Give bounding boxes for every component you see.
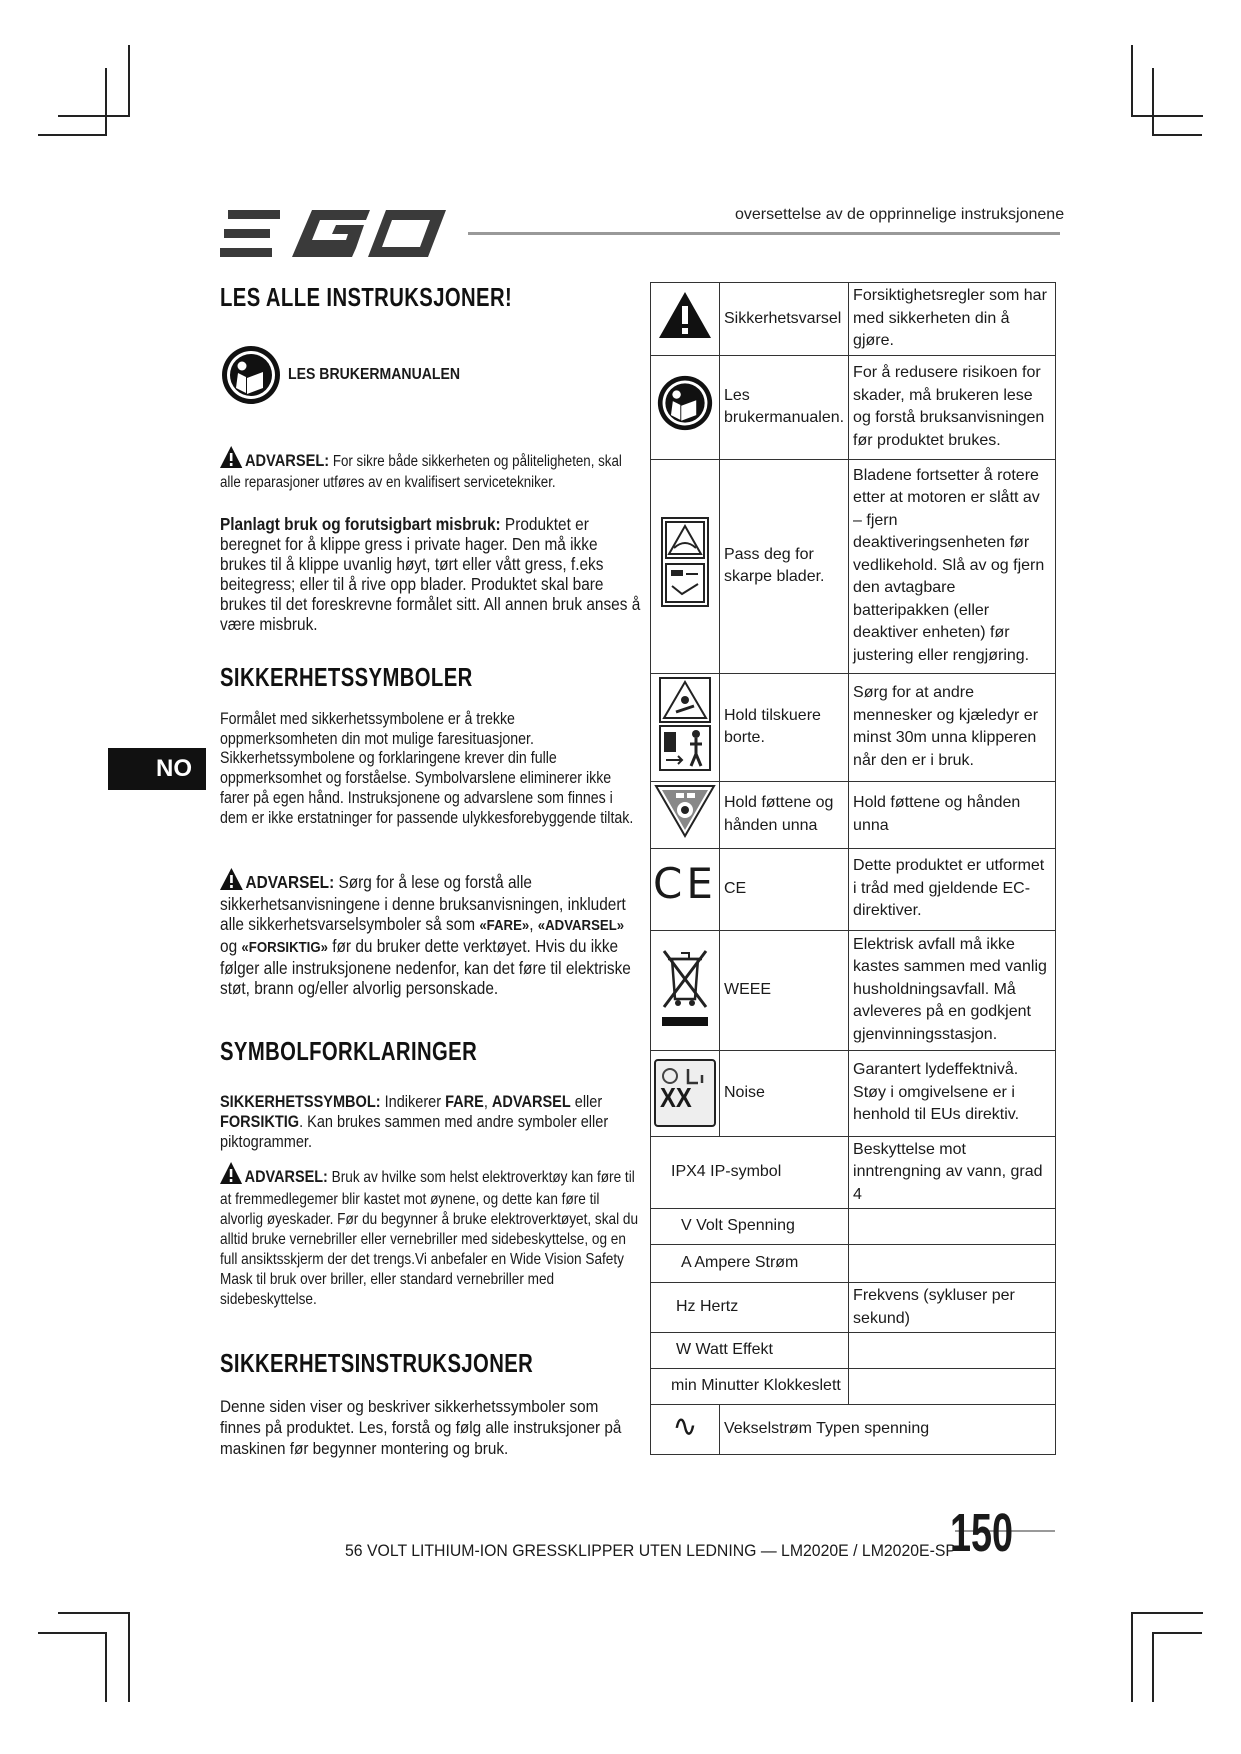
warning-text: og	[220, 936, 242, 956]
crop-mark	[105, 68, 107, 136]
heading-symbol-explanations: SYMBOLFORKLARINGER	[220, 1036, 478, 1066]
symbol-table	[650, 282, 1056, 1455]
ego-logo	[220, 202, 450, 264]
table-row	[651, 1283, 1056, 1333]
warning-text: Bruk av hvilke som helst elektroverktøy kan føre til at fremmedlegemer blir kastet mot øynene, og dette kan føre til alvorlig øyeskader. Før du begynner å bruke elektroverktøyet, skal du alltid bruke vernebriller eller vernebriller med sidebeskyttelse, og en full ansiktsskjerm der det trengs.Vi anbefaler en Wide Vision Safety Mask til bruk over briller, eller standard vernebriller med sidebeskyttelse.	[220, 1169, 639, 1308]
warning-repairs	[220, 446, 624, 492]
safety-instructions-paragraph: Denne siden viser og beskriver sikkerhetssymboler som finnes på produktet. Les, forstå og følg alle instruksjoner på maskinen før begynner montering og bruk.	[220, 1397, 622, 1458]
table-row	[651, 1050, 1056, 1136]
crop-mark	[1131, 1612, 1133, 1702]
table-desc-cell: Bladene fortsetter å rotere etter at motoren er slått av – fjern deaktiveringsenheten før vedlikehold. Slå av og fjern den avtagbare batteripakken (eller deaktiver enheten) før justering eller rengjøring.	[849, 459, 1056, 673]
read-manual-icon	[220, 344, 282, 406]
crop-mark	[58, 115, 130, 117]
table-desc-cell: Beskyttelse mot inntrengning av vann, grad 4	[849, 1136, 1056, 1209]
table-icon-cell	[651, 782, 720, 849]
table-desc-cell: Elektrisk avfall må ikke kastes sammen med vanlig husholdningsavfall. Må avleveres på en godkjent gjenvinningsstasjon.	[849, 930, 1056, 1050]
table-name-cell: Les brukermanualen.	[719, 355, 848, 459]
safety-symbol-definition	[220, 1092, 646, 1152]
table-name-cell: Vekselstrøm Typen spenning	[719, 1405, 1055, 1455]
read-manual-icon	[656, 374, 714, 432]
warning-text: For sikre både sikkerheten og påliteligheten, skal alle reparasjoner utføres av en kvalifisert servicetekniker.	[220, 453, 622, 491]
read-manual-label: LES BRUKERMANUALEN	[288, 366, 461, 383]
symbol-text: eller	[570, 1093, 603, 1111]
table-name-cell: CE	[719, 848, 848, 930]
warning-triangle-icon	[220, 446, 242, 473]
symbol-text: ,	[483, 1093, 492, 1111]
table-icon-cell	[651, 848, 720, 930]
forsiktig-keyword: «FORSIKTIG»	[241, 939, 328, 956]
table-desc-cell: Hold føttene og hånden unna	[849, 782, 1056, 849]
fare-keyword: «FARE»	[479, 917, 530, 934]
table-icon-cell	[651, 673, 720, 782]
table-row	[651, 930, 1056, 1050]
language-tab-label: NO	[156, 755, 192, 782]
bystanders-icon	[658, 676, 712, 772]
table-desc-cell	[849, 1209, 1056, 1245]
fare-keyword: FARE	[445, 1093, 484, 1111]
language-tab	[108, 748, 206, 790]
header-rule	[468, 232, 1060, 235]
table-name-cell: A Ampere Strøm	[651, 1245, 849, 1283]
crop-mark	[38, 134, 106, 136]
warning-triangle-icon	[657, 290, 713, 340]
crop-mark	[1152, 68, 1154, 136]
crop-mark	[58, 1612, 130, 1614]
table-desc-cell	[849, 1333, 1056, 1369]
page-number: 150	[950, 1503, 1014, 1563]
table-desc-cell: Garantert lydeffektnivå. Støy i omgivelsene er i henhold til EUs direktiv.	[849, 1050, 1056, 1136]
table-row	[651, 1245, 1056, 1283]
symbol-text: . Kan brukes sammen med andre symboler eller piktogrammer.	[220, 1113, 609, 1151]
header-subtitle: oversettelse av de opprinnelige instruksjonene	[735, 206, 1065, 223]
table-desc-cell	[849, 1369, 1056, 1405]
table-desc-cell: For å redusere risikoen for skader, må brukeren lese og forstå bruksanvisningen før produktet brukes.	[849, 355, 1056, 459]
table-name-cell: V Volt Spenning	[651, 1209, 849, 1245]
crop-mark	[105, 1632, 107, 1702]
crop-mark	[1152, 134, 1202, 136]
crop-mark	[1152, 1632, 1154, 1702]
ac-current-icon: ∿	[672, 1408, 698, 1444]
crop-mark	[128, 45, 130, 117]
table-icon-cell	[651, 355, 720, 459]
table-row	[651, 673, 1056, 782]
symbol-label: SIKKERHETSSYMBOL:	[220, 1093, 381, 1111]
table-name-cell: Pass deg for skarpe blader.	[719, 459, 848, 673]
warning-text: ,	[529, 914, 538, 934]
table-name-cell: WEEE	[719, 930, 848, 1050]
table-name-cell: Hold tilskuere borte.	[719, 673, 848, 782]
table-name-cell: min Minutter Klokkeslett	[651, 1369, 849, 1405]
sharp-blades-icon	[660, 516, 710, 608]
table-row	[651, 848, 1056, 930]
title-read-all: LES ALLE INSTRUKSJONER!	[220, 282, 513, 312]
table-name-cell: Sikkerhetsvarsel	[719, 283, 848, 356]
warning-label: ADVARSEL:	[245, 872, 335, 892]
table-desc-cell: Dette produktet er utformet i tråd med gjeldende EC-direktiver.	[849, 848, 1056, 930]
table-icon-cell	[651, 1050, 720, 1136]
intended-use-paragraph	[220, 514, 641, 634]
warning-triangle-icon	[220, 1162, 242, 1190]
table-name-cell: Hz Hertz	[651, 1283, 849, 1333]
table-name-cell: Noise	[719, 1050, 848, 1136]
crop-mark	[38, 1632, 106, 1634]
table-row	[651, 1209, 1056, 1245]
crop-mark	[1131, 115, 1203, 117]
table-desc-cell: Frekvens (sykluser per sekund)	[849, 1283, 1056, 1333]
footer-product-line: 56 VOLT LITHIUM-ION GRESSKLIPPER UTEN LEDNING — LM2020E / LM2020E-SP	[345, 1541, 956, 1560]
table-row	[651, 459, 1056, 673]
warning-label: ADVARSEL:	[244, 1167, 328, 1186]
table-row	[651, 283, 1056, 356]
table-desc-cell: Sørg for at andre mennesker og kjæledyr er minst 30m unna klipperen når den er i bruk.	[849, 673, 1056, 782]
warning-eye-protection	[220, 1162, 638, 1310]
crop-mark	[1152, 1632, 1202, 1634]
symbol-text: Indikerer	[380, 1093, 446, 1111]
table-name-cell: W Watt Effekt	[651, 1333, 849, 1369]
noise-value: XX	[659, 1082, 692, 1113]
table-row	[651, 782, 1056, 849]
heading-safety-symbols: SIKKERHETSSYMBOLER	[220, 662, 473, 692]
safety-symbols-paragraph: Formålet med sikkerhetssymbolene er å trekke oppmerksomheten din mot mulige faresituasjoner. Sikkerhetssymbolene og forklaringene krever din fulle oppmerksomhet og forståelse. Symbolvarslene eliminerer ikke farer på egen hånd. Instruksjonene og advarslene som finnes i dem er ikke erstatninger for passende ulykkesforebyggende tiltak.	[220, 710, 634, 827]
advarsel-keyword: ADVARSEL	[491, 1093, 571, 1111]
intended-use-label: Planlagt bruk og forutsigbart misbruk:	[220, 514, 501, 534]
table-name-cell: IPX4 IP-symbol	[651, 1136, 849, 1209]
table-icon-cell	[651, 930, 720, 1050]
keep-hands-feet-away-icon	[654, 784, 716, 838]
table-row	[651, 1369, 1056, 1405]
table-row	[651, 355, 1056, 459]
table-row	[651, 1405, 1056, 1455]
intended-use-text: Produktet er beregnet for å klippe gress i private hager. Den må ikke brukes til å klippe uvanlig høyt, tørt eller vått gress, f.eks beitegress; eller til å rive opp blader. Produktet skal bare brukes til det foreskrevne formålet sitt. All annen bruk anses å være misbruk.	[220, 514, 641, 634]
warning-text: Sørg for å lese og forstå alle sikkerhetsanvisningene i denne bruksanvisningen, inkludert alle sikkerhetsvarselsymboler så som	[220, 872, 626, 934]
table-icon-cell	[651, 1405, 720, 1455]
advarsel-keyword: «ADVARSEL»	[537, 917, 625, 934]
crop-mark	[1131, 45, 1133, 117]
warning-triangle-icon	[220, 868, 243, 894]
weee-crossed-bin-icon	[658, 943, 712, 1029]
table-row	[651, 1333, 1056, 1369]
warning-read-instructions	[220, 868, 639, 998]
crop-mark	[128, 1612, 130, 1702]
crop-mark	[1131, 1612, 1203, 1614]
forsiktig-keyword: FORSIKTIG	[220, 1113, 300, 1131]
warning-text: før du bruker dette verktøyet. Hvis du ikke følger alle instruksjonene nedenfor, kan det føre til elektriske støt, brann og/eller alvorlig personskade.	[220, 936, 631, 998]
table-icon-cell	[651, 283, 720, 356]
table-row	[651, 1136, 1056, 1209]
table-desc-cell: Forsiktighetsregler som har med sikkerheten din å gjøre.	[849, 283, 1056, 356]
table-name-cell: Hold føttene og hånden unna	[719, 782, 848, 849]
ce-mark-icon: CE	[653, 858, 717, 908]
table-desc-cell	[849, 1245, 1056, 1283]
warning-label: ADVARSEL:	[244, 451, 330, 470]
heading-safety-instructions: SIKKERHETSINSTRUKSJONER	[220, 1348, 534, 1378]
noise-level-icon	[654, 1059, 716, 1127]
table-icon-cell	[651, 459, 720, 673]
